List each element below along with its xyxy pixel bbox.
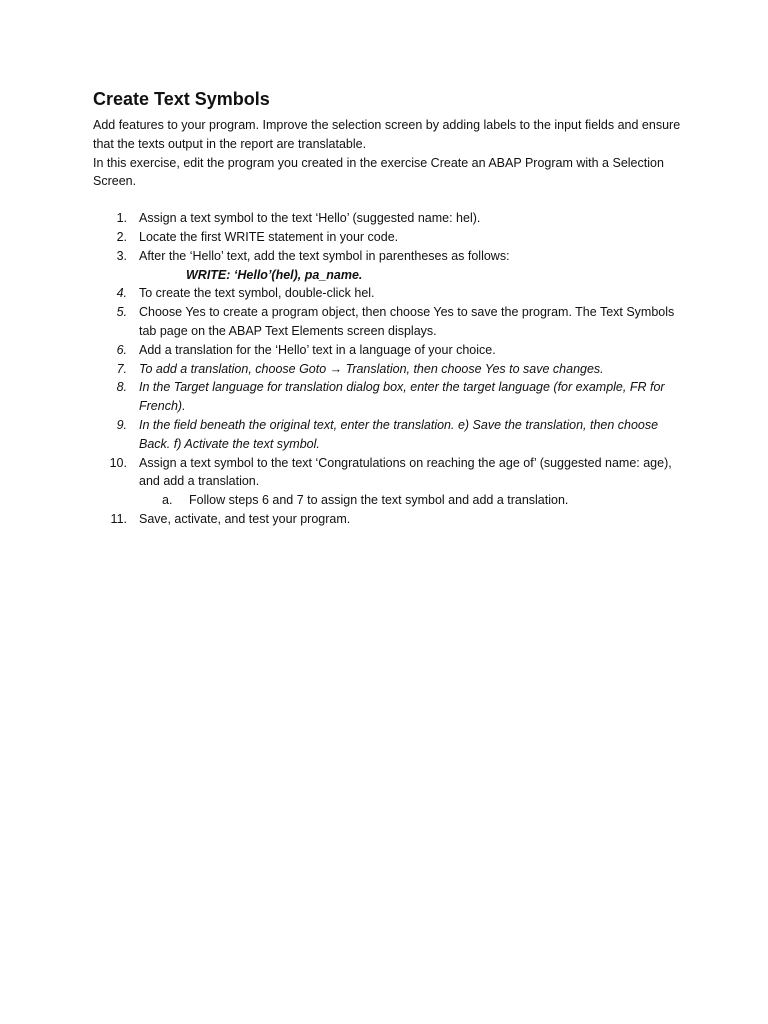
list-item [93, 247, 683, 266]
substep-letter: a. [162, 493, 173, 508]
step-text: To add a translation, choose Goto → Translation, then choose Yes to save changes. [139, 361, 604, 376]
intro-paragraph-2: In this exercise, edit the program you created in the exercise Create an ABAP Program with a Selection Screen. [93, 155, 664, 189]
step-number: 8. [116, 380, 127, 395]
step-number: 7. [116, 361, 127, 376]
list-item [93, 303, 683, 341]
steps-list [93, 209, 683, 529]
step-text: Choose Yes to create a program object, then choose Yes to save the program. The Text Symbols tab page on the ABAP Text Elements screen displays. [139, 305, 675, 338]
step-number: 11. [110, 511, 127, 526]
step-number: 9. [116, 417, 127, 432]
list-item [93, 510, 683, 529]
list-item [93, 209, 683, 228]
sub-list-item [93, 491, 683, 510]
step-number: 2. [116, 229, 127, 244]
step-text: To create the text symbol, double-click hel. [139, 286, 375, 301]
step-text: Locate the first WRITE statement in your code. [139, 229, 399, 244]
document-title: Create Text Symbols [93, 89, 270, 109]
list-item [93, 416, 683, 454]
step-number: 10. [109, 455, 127, 470]
step-number: 5. [116, 305, 127, 320]
step-number: 3. [116, 248, 127, 263]
step-number: 6. [116, 342, 127, 357]
step-text: Assign a text symbol to the text ‘Congratulations on reaching the age of’ (suggested name: age), and add a translation. [139, 455, 672, 489]
list-item [93, 341, 683, 360]
step-text: In the Target language for translation dialog box, enter the target language (for example, FR for French). [139, 380, 665, 414]
step-text: Add a translation for the ‘Hello’ text in a language of your choice. [139, 342, 496, 357]
list-item [93, 228, 683, 247]
step-text: In the field beneath the original text, enter the translation. e) Save the translation, then choose Back. f) Activate the text symbol. [139, 417, 659, 451]
code-example: WRITE: ‘Hello’(hel), pa_name. [186, 267, 363, 282]
list-item [93, 378, 683, 416]
step-text: After the ‘Hello’ text, add the text symbol in parentheses as follows: [139, 248, 510, 263]
step-text: Assign a text symbol to the text ‘Hello’ (suggested name: hel). [139, 211, 481, 226]
list-item [93, 454, 683, 492]
step-number: 4. [116, 286, 127, 301]
step-number: 1. [116, 211, 127, 226]
document-page [93, 88, 683, 529]
list-item [93, 360, 683, 379]
intro-paragraph-1: Add features to your program. Improve the selection screen by adding labels to the input fields and ensure that the texts output in the report are translatable. [93, 118, 681, 151]
step-text: Save, activate, and test your program. [139, 511, 351, 526]
substep-text: Follow steps 6 and 7 to assign the text symbol and add a translation. [189, 493, 569, 508]
list-item [93, 284, 683, 303]
